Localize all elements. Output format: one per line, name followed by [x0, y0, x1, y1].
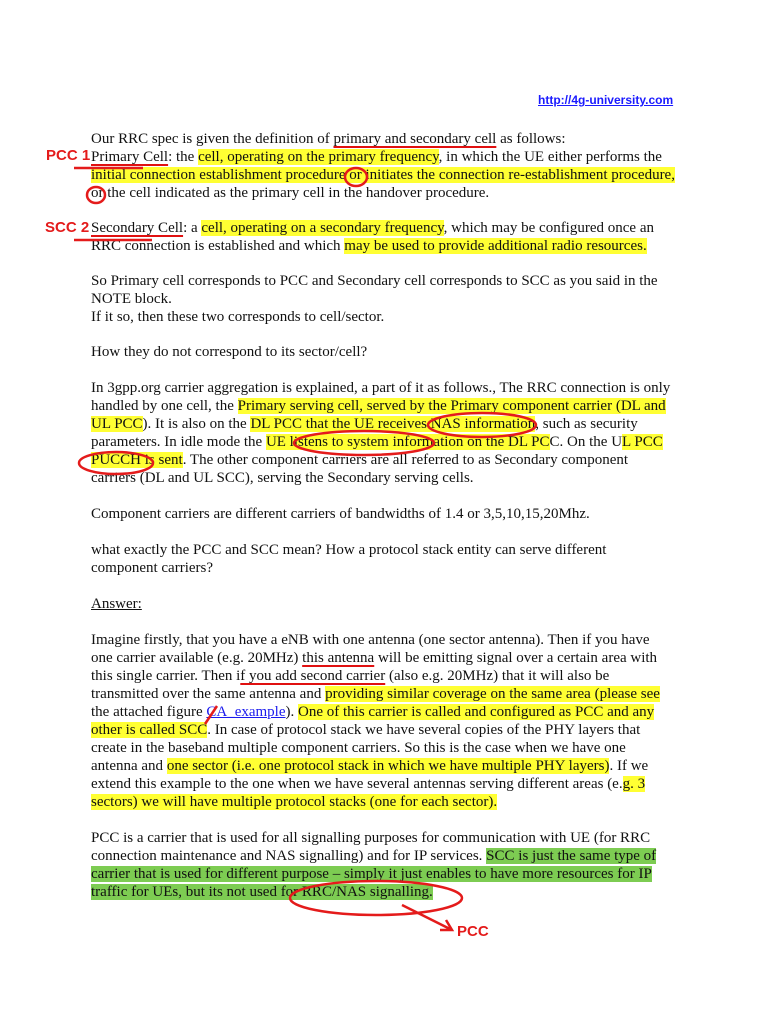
- text-segment: Answer:: [91, 596, 142, 612]
- text-line: [91, 740, 626, 758]
- annotation-scc-2: SCC 2: [45, 219, 90, 236]
- text-line: [91, 794, 497, 812]
- ca-example-link[interactable]: CA_example: [206, 704, 286, 720]
- text-line: [91, 668, 609, 686]
- text-line: [91, 722, 640, 740]
- text-line: [91, 686, 660, 704]
- text-line: [91, 650, 657, 668]
- text-line: [91, 542, 606, 560]
- text-segment: one carrier available (e.g. 20MHz): [91, 650, 303, 666]
- text-segment: NOTE block.: [91, 291, 172, 307]
- text-line: [91, 776, 645, 794]
- highlighted-text: may be used to provide additional radio resources.: [344, 238, 647, 254]
- text-segment: primary and secondary cell: [333, 131, 497, 147]
- highlighted-text: UL PCC: [91, 416, 143, 432]
- text-line: [91, 758, 648, 776]
- text-segment: C. On the U: [549, 434, 623, 450]
- text-segment: connection maintenance and NAS signalling) and for IP services.: [91, 848, 487, 864]
- highlighted-text: traffic for UEs, but its not used for RRC/NAS signalling.: [91, 884, 433, 900]
- highlighted-text: other is called SCC: [91, 722, 208, 738]
- highlighted-text: Primary serving cell, served by the Primary component carrier (DL and: [237, 398, 666, 414]
- text-line: [91, 434, 663, 452]
- text-segment: this antenna: [302, 650, 375, 666]
- highlighted-text: SCC is just the same type of: [486, 848, 657, 864]
- text-line: [91, 596, 142, 614]
- text-line: [91, 632, 650, 650]
- text-segment: . If we: [609, 758, 649, 774]
- text-segment: , which may be configured once an: [443, 220, 654, 236]
- text-line: [91, 309, 384, 327]
- highlighted-text: carrier that is used for different purpose – simply it just enables to have more resources for IP: [91, 866, 652, 882]
- text-segment: this single carrier. Then i: [91, 668, 241, 684]
- text-line: [91, 291, 172, 309]
- text-segment: f you add second carrier: [240, 668, 386, 684]
- text-segment: create in the baseband multiple component carriers. So this is the case when we have one: [91, 740, 626, 756]
- text-segment: In 3gpp.org carrier aggregation is explained, a part of it as follows., The RRC connection is only: [91, 380, 671, 396]
- text-segment: component carriers?: [91, 560, 214, 576]
- highlighted-text: DL PCC that the UE receives NAS information: [250, 416, 536, 432]
- text-segment: carriers (DL and UL SCC), serving the Secondary serving cells.: [91, 470, 474, 486]
- annotation-pcc-arrow-label: PCC: [457, 923, 489, 940]
- text-line: [91, 560, 213, 578]
- text-line: [91, 344, 367, 362]
- text-line: [91, 830, 650, 848]
- text-segment: what exactly the PCC and SCC mean? How a protocol stack entity can serve different: [91, 542, 607, 558]
- red-arrow-icon: [402, 905, 452, 930]
- text-line: [91, 131, 566, 149]
- highlighted-text: UE listens to system information on the DL PC: [265, 434, 550, 450]
- highlighted-text: providing similar coverage on the same area (please see: [325, 686, 660, 702]
- text-segment: Secondary Cell: [91, 220, 184, 236]
- text-segment: . In case of protocol stack we have several copies of the PHY layers that: [207, 722, 641, 738]
- text-segment: as follows:: [496, 131, 566, 147]
- text-line: [91, 220, 654, 238]
- highlighted-text: PUCCH is sent: [91, 452, 183, 468]
- text-segment: antenna and: [91, 758, 167, 774]
- text-segment: ). It is also on the: [142, 416, 251, 432]
- text-line: [91, 416, 638, 434]
- highlighted-text: cell, operating on a secondary frequency: [201, 220, 444, 236]
- text-segment: , in which the UE either performs the: [438, 149, 662, 165]
- highlighted-text: sectors) we will have multiple protocol stacks (one for each sector).: [91, 794, 498, 810]
- text-segment: parameters. In idle mode the: [91, 434, 266, 450]
- text-segment: Our RRC spec is given the definition of: [91, 131, 334, 147]
- text-segment: Component carriers are different carriers of bandwidths of 1.4 or 3,5,10,15,20Mhz.: [91, 506, 590, 522]
- text-line: [91, 238, 647, 256]
- text-segment: transmitted over the same antenna and: [91, 686, 326, 702]
- highlighted-text: one sector (i.e. one protocol stack in which we have multiple PHY layers): [166, 758, 610, 774]
- text-segment: will be emitting signal over a certain area with: [374, 650, 658, 666]
- text-line: [91, 273, 658, 291]
- text-line: [91, 506, 590, 524]
- text-line: [91, 167, 675, 185]
- text-segment: Imagine firstly, that you have a eNB with one antenna (one sector antenna). Then if you have: [91, 632, 650, 648]
- text-line: [91, 398, 666, 416]
- text-segment: : a: [183, 220, 202, 236]
- text-segment: How they do not correspond to its sector/cell?: [91, 344, 368, 360]
- text-line: [91, 470, 474, 488]
- text-segment: , such as security: [535, 416, 638, 432]
- text-segment: handled by one cell, the: [91, 398, 238, 414]
- highlighted-text: initial connection establishment procedure or initiates the connection re-establishment procedure,: [91, 167, 675, 183]
- text-line: [91, 452, 628, 470]
- text-segment: ).: [285, 704, 299, 720]
- text-line: [91, 704, 654, 722]
- text-line: [91, 185, 489, 203]
- highlighted-text: One of this carrier is called and configured as PCC and any: [298, 704, 655, 720]
- text-segment: the attached figure: [91, 704, 207, 720]
- text-line: [91, 149, 662, 167]
- text-segment: : the: [168, 149, 199, 165]
- text-segment: If it so, then these two corresponds to cell/sector.: [91, 309, 385, 325]
- text-segment: PCC is a carrier that is used for all signalling purposes for communication with UE (for RRC: [91, 830, 651, 846]
- text-segment: Primary Cell: [91, 149, 169, 165]
- website-link[interactable]: http://4g-university.com: [538, 93, 674, 107]
- text-line: [91, 848, 656, 866]
- highlighted-text: L PCC: [622, 434, 663, 450]
- text-segment: So Primary cell corresponds to PCC and Secondary cell corresponds to SCC as you said in the: [91, 273, 658, 289]
- text-line: [91, 884, 433, 902]
- text-segment: or the cell indicated as the primary cell in the handover procedure.: [91, 185, 490, 201]
- text-line: [91, 866, 652, 884]
- text-segment: (also e.g. 20MHz) that it will also be: [385, 668, 610, 684]
- highlighted-text: g. 3: [622, 776, 646, 792]
- highlighted-text: cell, operating on the primary frequency: [198, 149, 439, 165]
- text-segment: . The other component carriers are all referred to as Secondary component: [182, 452, 629, 468]
- annotation-pcc-1: PCC 1: [46, 147, 91, 164]
- text-segment: RRC connection is established and which: [91, 238, 345, 254]
- text-segment: extend this example to the one when we have several antennas serving different areas (e.: [91, 776, 623, 792]
- text-line: [91, 380, 670, 398]
